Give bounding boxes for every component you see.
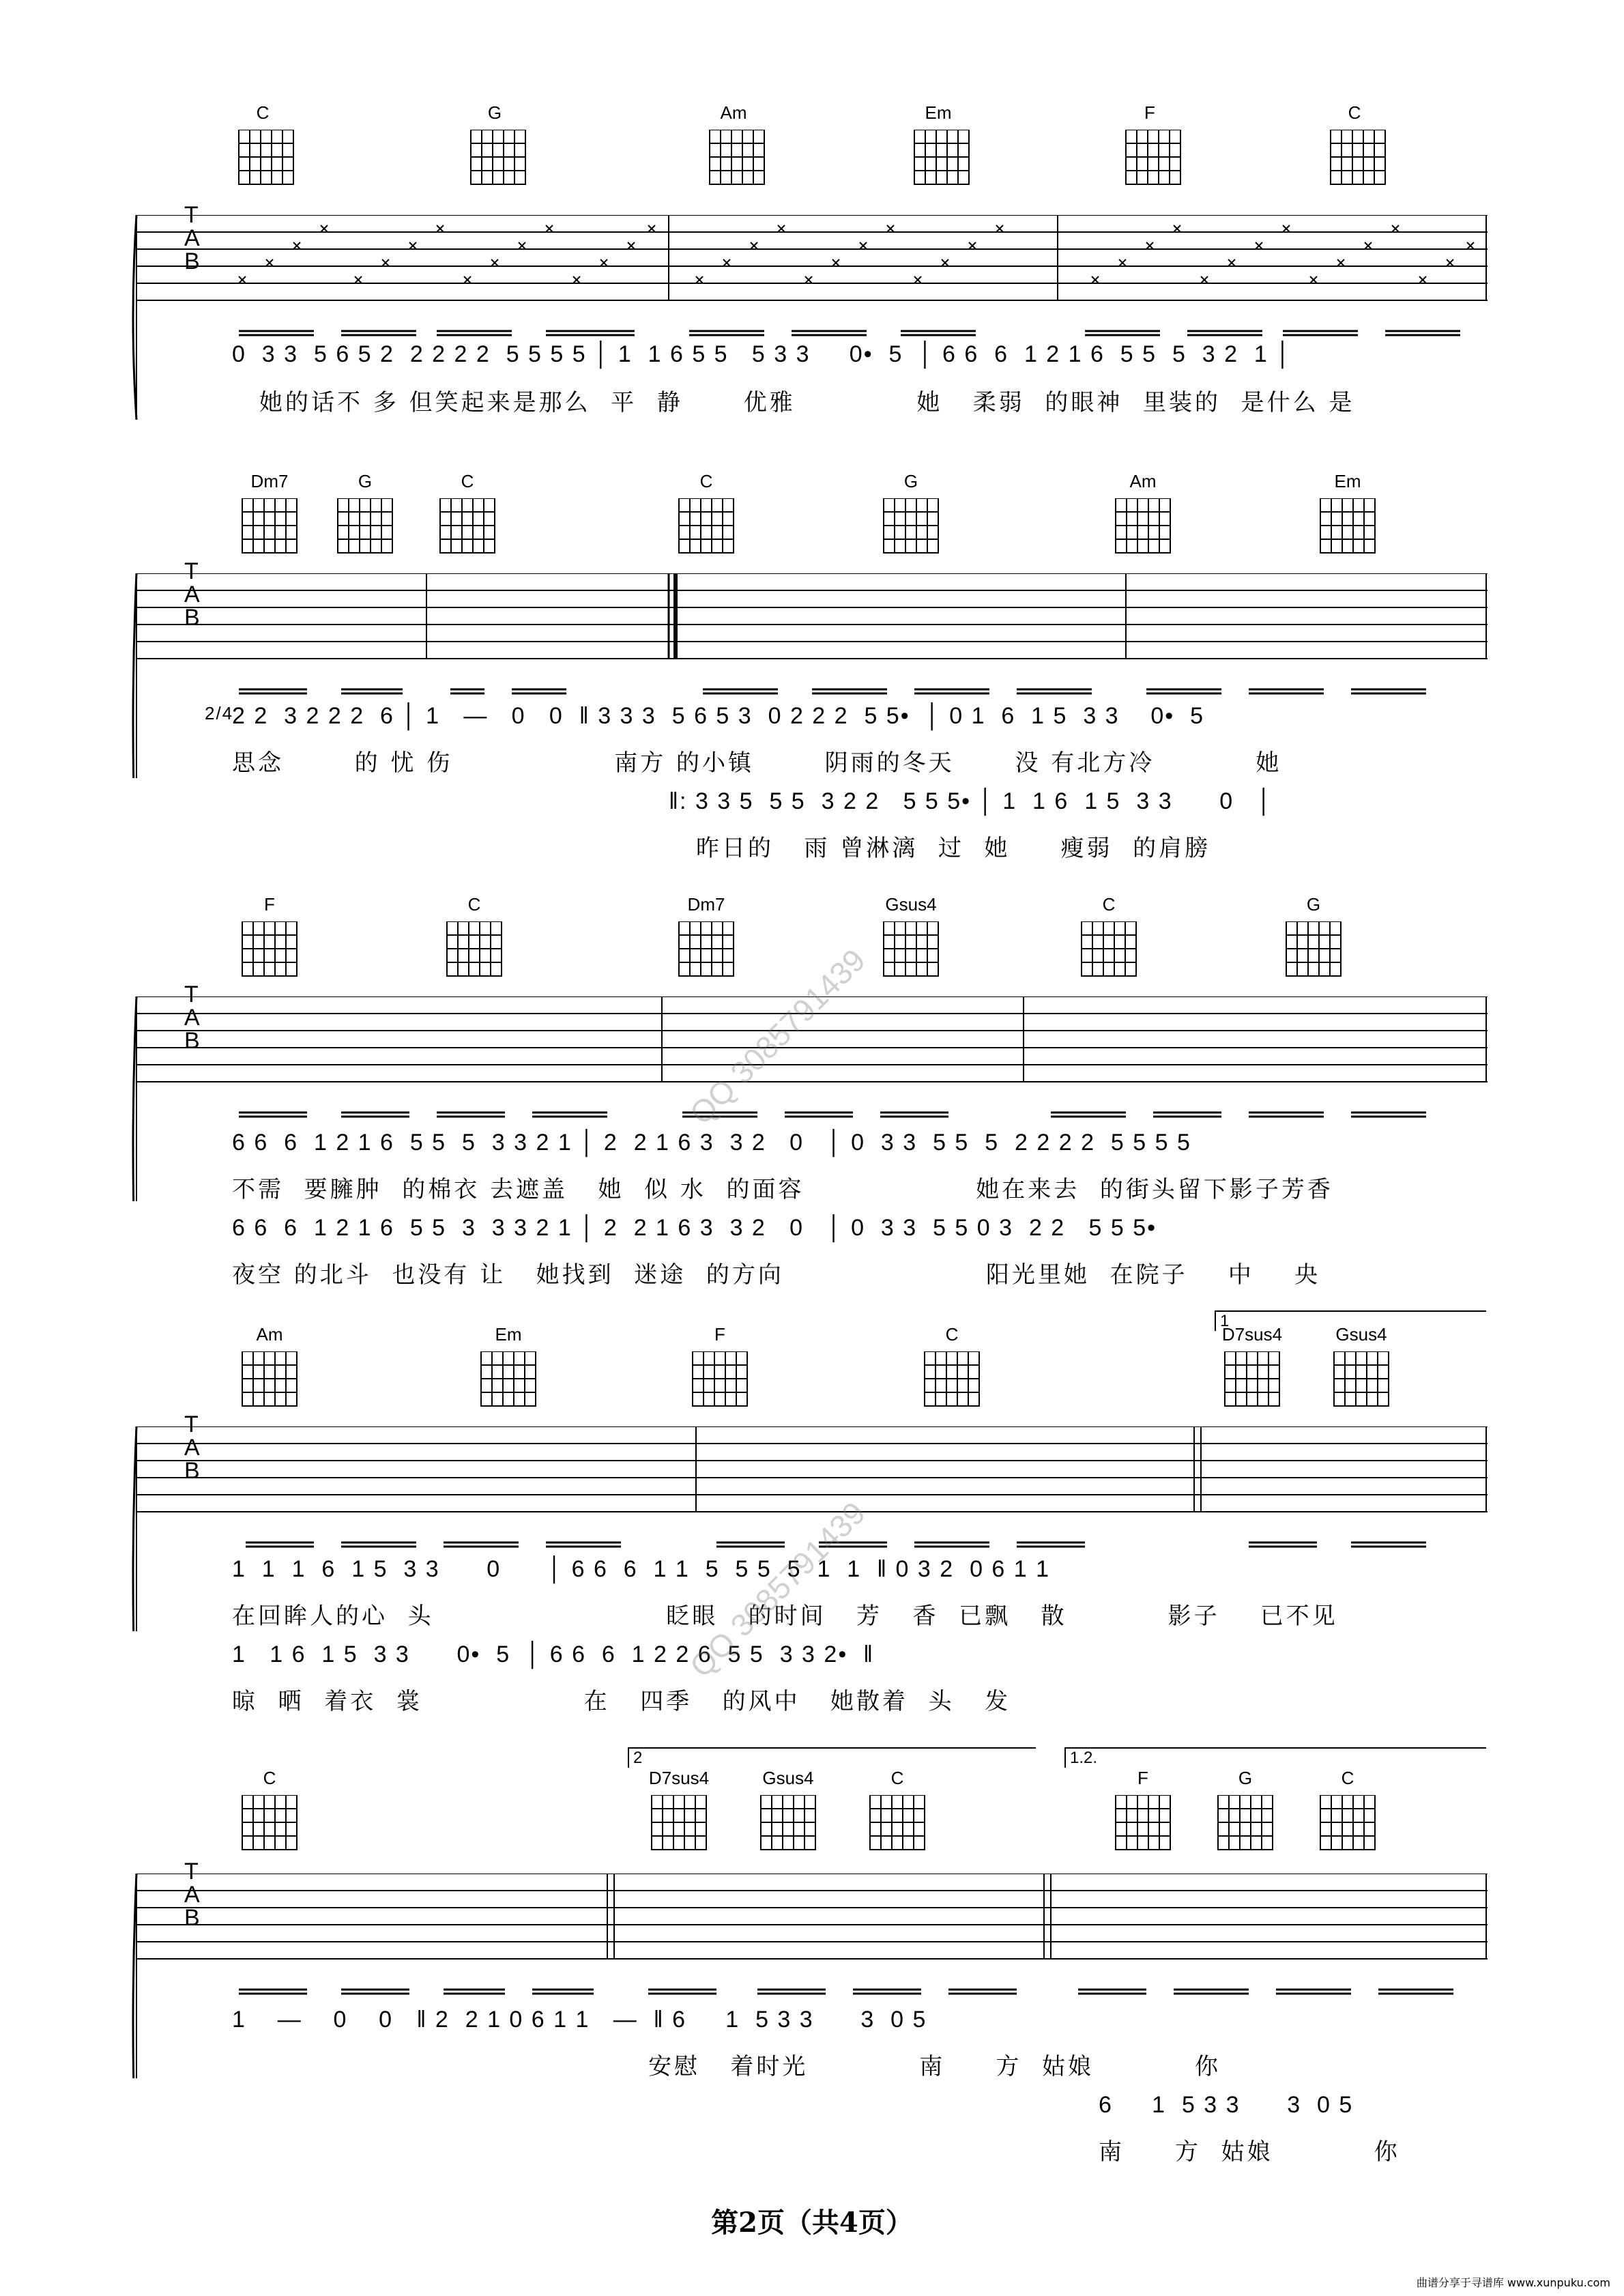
chord-diagram bbox=[1317, 102, 1392, 126]
chord-diagram bbox=[873, 471, 948, 494]
tab-clef bbox=[184, 983, 200, 1052]
chord-diagram bbox=[669, 894, 744, 917]
chord-diagram bbox=[669, 471, 744, 494]
lyric-line: 晾 晒 着衣 裳 在 四季 的风中 她散着 头 发 bbox=[232, 1688, 1011, 1715]
volta-bracket-1: 1 bbox=[1215, 1310, 1486, 1331]
chord-name: G bbox=[1306, 894, 1321, 915]
tab-clef bbox=[184, 560, 200, 629]
chord-diagram bbox=[641, 1768, 716, 1791]
tab-letter: B bbox=[184, 605, 200, 631]
chord-name: D7sus4 bbox=[1221, 1324, 1283, 1345]
chord-diagram bbox=[328, 471, 403, 494]
chord-diagram bbox=[873, 894, 948, 917]
lyric-line: 安慰 着时光 南 方 姑娘 你 bbox=[648, 2053, 1221, 2080]
jianpu-line: 0 3 3 5 6 5 2 2 2 2 2 5 5 5 5 │ 1 1 6 5 5 5 3 3 0• 5 │ 6 6 6 1 2 1 6 5 5 5 3 2 1 │ bbox=[232, 341, 1292, 367]
tab-clef bbox=[184, 1860, 200, 1929]
system-4 bbox=[102, 1310, 1488, 1747]
chord-diagram bbox=[1208, 1768, 1283, 1791]
chord-diagram bbox=[1215, 1324, 1290, 1347]
tab-letter: A bbox=[184, 1882, 200, 1908]
chord-diagram bbox=[1324, 1324, 1399, 1347]
chord-diagram bbox=[901, 102, 976, 126]
chord-name: Gsus4 bbox=[762, 1768, 814, 1788]
chord-name: G bbox=[487, 102, 502, 123]
chord-diagram bbox=[1276, 894, 1351, 917]
chord-diagram bbox=[1310, 1768, 1385, 1791]
lyric-line: 在回眸人的心 头 眨眼 的时间 芳 香 已飘 散 影子 已不见 bbox=[232, 1603, 1338, 1630]
tab-letter: T bbox=[184, 202, 199, 228]
chord-diagram bbox=[1071, 894, 1146, 917]
chord-diagram bbox=[682, 1324, 757, 1347]
jianpu-line: 1 — 0 0 ‖ 2 2 1 0 6 1 1 — ‖ 6 1 5 3 3 3 0 5 bbox=[232, 2007, 927, 2033]
chord-grids bbox=[102, 1351, 1488, 1413]
site-credit: 曲谱分享于寻谱库 www.xunpuku.com bbox=[1416, 2276, 1610, 2289]
chord-name: C bbox=[945, 1324, 959, 1345]
lyric-line: 她的话不 多 但笑起来是那么 平 静 优雅 她 柔弱 的眼神 里装的 是什么 是 bbox=[259, 389, 1355, 416]
chord-diagram bbox=[696, 102, 771, 126]
chord-diagram bbox=[457, 102, 532, 126]
tab-clef bbox=[184, 203, 200, 273]
lyric-line: 南 方 姑娘 你 bbox=[1099, 2138, 1400, 2166]
tab-letter: A bbox=[184, 1435, 200, 1461]
chord-name: F bbox=[1137, 1768, 1148, 1788]
chord-grids bbox=[102, 498, 1488, 560]
chord-name: C bbox=[890, 1768, 904, 1788]
tab-clef bbox=[184, 1413, 200, 1482]
chord-grids bbox=[102, 921, 1488, 983]
system-2 bbox=[102, 471, 1488, 894]
chord-name: Em bbox=[495, 1324, 522, 1345]
chord-diagram bbox=[232, 1768, 307, 1791]
tab-letter: B bbox=[184, 1028, 200, 1054]
volta-bracket-12: 1.2. bbox=[1064, 1747, 1486, 1768]
chord-grids bbox=[102, 130, 1488, 191]
chord-diagram bbox=[430, 471, 505, 494]
jianpu-line: 2 2 3 2 2 2 6 │ 1 — 0 0 ‖ 3 3 3 5 6 5 3 0 2 2 2 5 5• │ 0 1 6 1 5 3 3 0• 5 bbox=[232, 703, 1204, 729]
tab-letter: T bbox=[184, 558, 199, 584]
chord-diagram bbox=[860, 1768, 935, 1791]
jianpu-line: 6 6 6 1 2 1 6 5 5 5 3 3 2 1 │ 2 2 1 6 3 3 2 0 │ 0 3 3 5 5 5 2 2 2 2 5 5 5 5 bbox=[232, 1130, 1191, 1156]
lyric-line: 夜空 的北斗 也没有 让 她找到 迷途 的方向 阳光里她 在院子 中 央 bbox=[232, 1261, 1321, 1289]
chord-name: G bbox=[903, 471, 918, 491]
chord-name: C bbox=[1102, 894, 1116, 915]
chord-diagram bbox=[232, 894, 307, 917]
chord-diagram bbox=[914, 1324, 989, 1347]
chord-grids bbox=[102, 1795, 1488, 1856]
chord-diagram bbox=[1310, 471, 1385, 494]
chord-name: D7sus4 bbox=[648, 1768, 710, 1788]
system-3 bbox=[102, 894, 1488, 1304]
tab-letter: B bbox=[184, 1458, 200, 1484]
chord-diagram bbox=[1112, 102, 1187, 126]
jianpu-line: 1 1 1 6 1 5 3 3 0 │ 6 6 6 1 1 5 5 5 5 1 1 ‖ 0 3 2 0 6 1 1 bbox=[232, 1556, 1051, 1582]
chord-name: F bbox=[264, 894, 275, 915]
tab-letter: B bbox=[184, 248, 200, 274]
chord-name: Dm7 bbox=[687, 894, 725, 915]
chord-name: C bbox=[1348, 102, 1361, 123]
chord-name: Em bbox=[1334, 471, 1361, 491]
chord-name: Am bbox=[720, 102, 747, 123]
chord-name: Gsus4 bbox=[885, 894, 937, 915]
chord-name: C bbox=[699, 471, 713, 491]
volta-bracket-2: 2 bbox=[628, 1747, 1036, 1768]
chord-diagram bbox=[751, 1768, 826, 1791]
chord-name: Gsus4 bbox=[1335, 1324, 1387, 1345]
watermark: QQ 3085791439 bbox=[682, 942, 873, 1132]
chord-name: Dm7 bbox=[250, 471, 289, 491]
chord-name: C bbox=[263, 1768, 276, 1788]
tab-letter: T bbox=[184, 1859, 199, 1884]
chord-name: G bbox=[358, 471, 373, 491]
jianpu-line: 1 1 6 1 5 3 3 0• 5 │ 6 6 6 1 2 2 6 5 5 3 3 2• ‖ bbox=[232, 1641, 875, 1667]
chord-diagram bbox=[232, 1324, 307, 1347]
chord-name: C bbox=[1341, 1768, 1354, 1788]
chord-name: Am bbox=[256, 1324, 283, 1345]
system-1 bbox=[102, 102, 1488, 485]
jianpu-line: 6 1 5 3 3 3 0 5 bbox=[1099, 2092, 1354, 2118]
tab-letter: A bbox=[184, 225, 200, 251]
chord-name: F bbox=[1144, 102, 1155, 123]
tab-letter: T bbox=[184, 1411, 199, 1437]
chord-name: G bbox=[1238, 1768, 1253, 1788]
chord-name: Em bbox=[925, 102, 952, 123]
chord-name: F bbox=[714, 1324, 725, 1345]
chord-name: C bbox=[467, 894, 481, 915]
watermark: QQ 3085791439 bbox=[682, 1495, 873, 1684]
lyric-line: 不需 要臃肿 的棉衣 去遮盖 她 似 水 的面容 她在来去 的街头留下影子芳香 bbox=[232, 1176, 1333, 1203]
tab-letter: B bbox=[184, 1905, 200, 1931]
tab-letter: A bbox=[184, 1005, 200, 1031]
jianpu-line: ‖: 3 3 5 5 5 3 2 2 5 5 5• │ 1 1 6 1 5 3 3 0 │ bbox=[669, 788, 1273, 814]
tab-letter: T bbox=[184, 981, 199, 1007]
chord-name: Am bbox=[1129, 471, 1157, 491]
chord-diagram bbox=[232, 471, 307, 494]
chord-name: C bbox=[256, 102, 270, 123]
chord-name: C bbox=[461, 471, 474, 491]
lyric-line: 昨日的 雨 曾淋漓 过 她 瘦弱 的肩膀 bbox=[696, 835, 1211, 862]
system-5 bbox=[102, 1747, 1488, 2184]
chord-diagram bbox=[1105, 1768, 1180, 1791]
chord-diagram bbox=[1105, 471, 1180, 494]
tab-letter: A bbox=[184, 582, 200, 607]
chord-diagram bbox=[471, 1324, 546, 1347]
jianpu-line: 6 6 6 1 2 1 6 5 5 3 3 3 2 1 │ 2 2 1 6 3 3 2 0 │ 0 3 3 5 5 0 3 2 2 5 5 5• bbox=[232, 1215, 1157, 1241]
chord-diagram bbox=[437, 894, 512, 917]
time-signature: 2/4 bbox=[205, 703, 234, 723]
page-footer: 第2页（共4页） bbox=[711, 2207, 913, 2239]
lyric-line: 思念 的 忧 伤 南方 的小镇 阴雨的冬天 没 有北方冷 她 bbox=[232, 749, 1282, 777]
chord-diagram bbox=[225, 102, 300, 126]
